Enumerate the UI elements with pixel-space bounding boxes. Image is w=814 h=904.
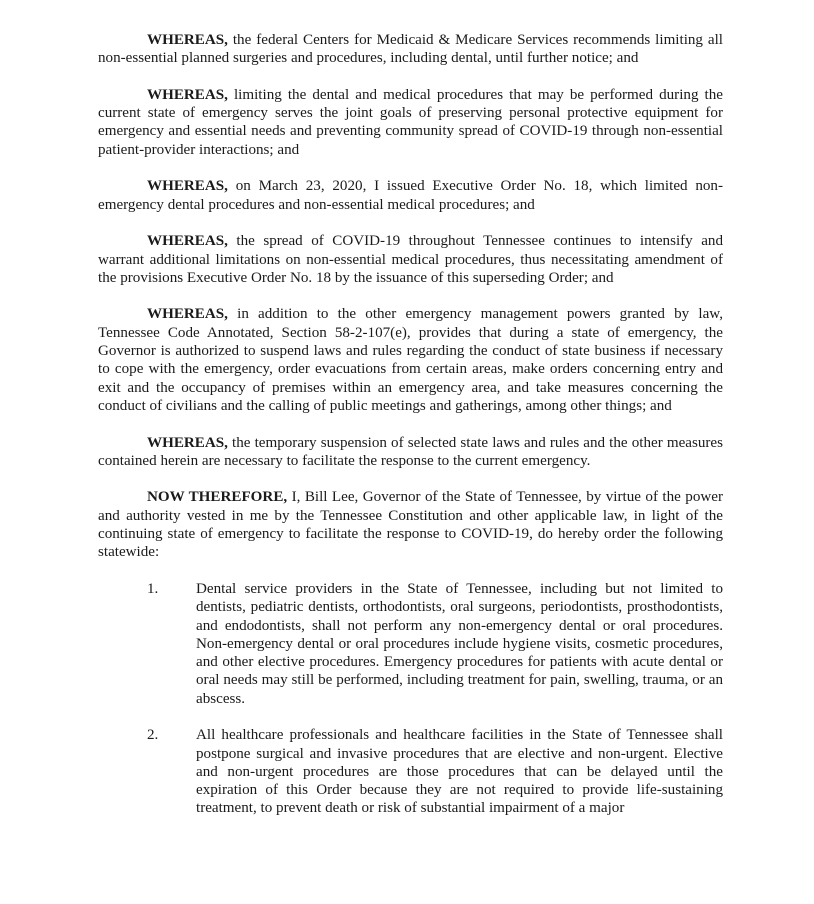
recital-text: on March 23, 2020, I issued Executive Order No. 18, which limited non-emergency dental procedures and non-essential medical procedures; and [98,178,723,213]
recital-paragraph [98,232,723,287]
operative-text: I, Bill Lee, Governor of the State of Tennessee, by virtue of the power and authority vested in me by the Tennessee Constitution and other applicable law, in light of the continuing state of emergency to facilitate the response to COVID-19, do hereby order the following statewide: [98,489,723,561]
recital-text: the federal Centers for Medicaid & Medicare Services recommends limiting all non-essential planned surgeries and procedures, including dental, until further notice; and [98,32,723,67]
recital-lead: WHEREAS, [147,32,228,48]
order-number: 1. [147,580,159,597]
recital-paragraph [98,86,723,159]
recital-text: in addition to the other emergency management powers granted by law, Tennessee Code Annotated, Section 58-2-107(e), provides that during a state of emergency, the Governor is authorized to suspend laws and rules regarding the conduct of state business if necessary to cope with the emergency, order evacuations from certain areas, make orders concerning entry and exit and the occupancy of premises within an emergency area, and take measures concerning the conduct of civilians and the calling of public meetings and gatherings, among other things; and [98,306,723,414]
order-number: 2. [147,727,159,744]
operative-paragraph [98,488,723,561]
recital-lead: WHEREAS, [147,233,228,250]
recital-paragraph [98,305,723,415]
document-page [98,31,723,836]
recital-paragraph [98,177,723,214]
recital-lead: WHEREAS, [147,178,228,195]
order-item [98,726,723,817]
order-item [98,580,723,708]
recital-lead: WHEREAS, [147,434,228,451]
recital-text: limiting the dental and medical procedures that may be performed during the current state of emergency serves the joint goals of preserving personal protective equipment for emergency and essential needs and preventing community spread of COVID-19 through non-essential patient-provider interactions; and [98,86,723,158]
order-text: Dental service providers in the State of Tennessee, including but not limited to dentists, pediatric dentists, orthodontists, oral surgeons, periodontists, prosthodontists, and endodontists, shall not perform any non-emergency dental or oral procedures. Non-emergency dental or oral procedures include hygiene visits, cosmetic procedures, and other elective procedures. Emergency procedures for patients with acute dental or oral needs may still be performed, including treatment for pain, swelling, trauma, or an abscess. [196,580,723,707]
recital-paragraph [98,434,723,471]
recital-text: the spread of COVID-19 throughout Tennessee continues to intensify and warrant additional limitations on non-essential medical procedures, thus necessitating amendment of the provisions Executive Order No. 18 by the issuance of this superseding Order; and [98,233,723,286]
recital-lead: WHEREAS, [147,86,228,103]
operative-lead: NOW THEREFORE, [147,489,288,506]
recital-lead: WHEREAS, [147,306,228,323]
order-text: All healthcare professionals and healthcare facilities in the State of Tennessee shall postpone surgical and invasive procedures that are elective and non-urgent. Elective and non-urgent procedures are those procedures that can be delayed until the expiration of this Order because they are not required to provide life-sustaining treatment, to prevent death or risk of substantial impairment of a major [196,727,723,817]
recital-paragraph [98,31,723,68]
recital-text: the temporary suspension of selected state laws and rules and the other measures contained herein are necessary to facilitate the response to the current emergency. [98,434,723,469]
